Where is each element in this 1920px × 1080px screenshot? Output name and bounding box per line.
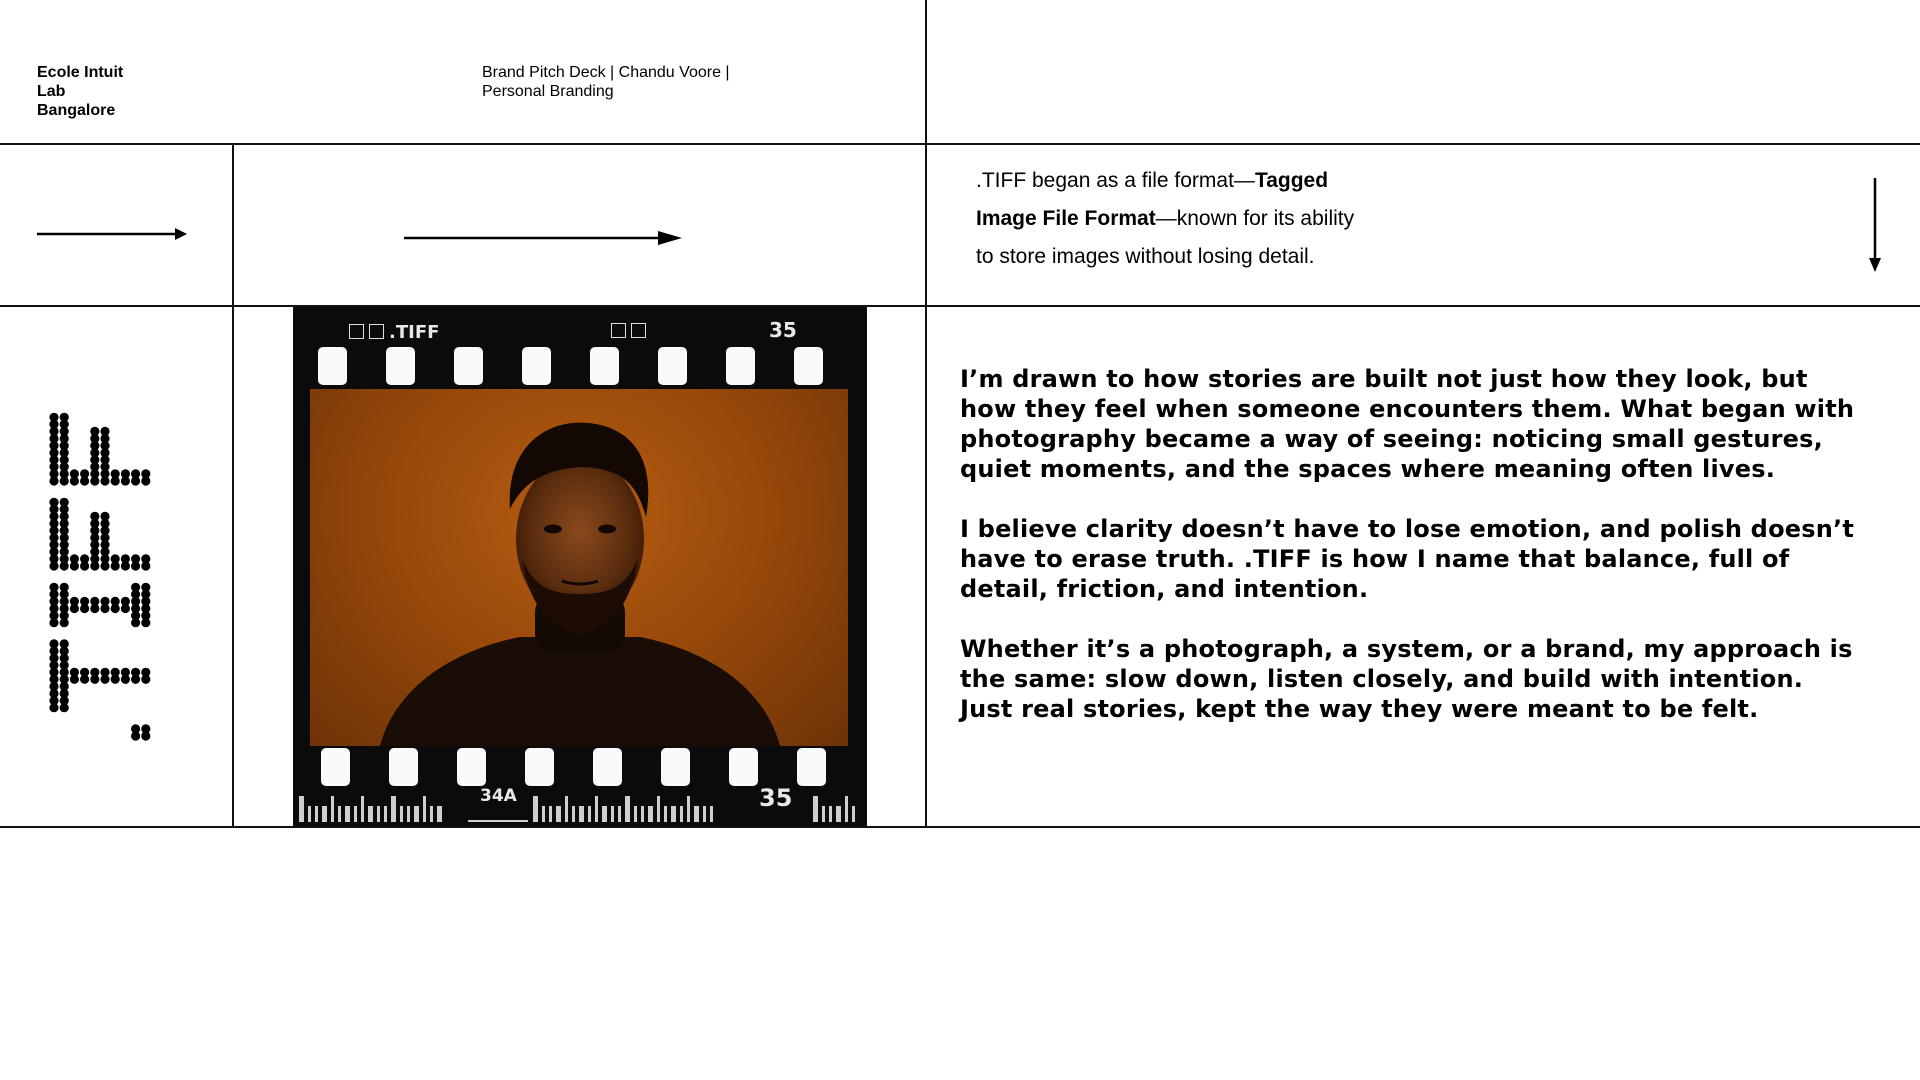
film-edge-bar [345,806,350,822]
intro-text [976,162,1354,276]
film-edge-bar [852,806,855,822]
dot-matrix-dot [49,639,58,648]
intro-text-bold: Image File Format [976,207,1156,230]
body-paragraph: Whether it’s a photograph, a system, or a brand, my approach is the same: slow down, listen closely, and build with intention. Just real stories, kept the way they were meant to be felt. [960,635,1853,723]
organization-name [37,63,123,120]
dot-matrix-dot [100,427,109,436]
film-sprocket-hole [454,347,483,385]
dot-matrix-dot [90,427,99,436]
dot-matrix-dot [49,413,58,422]
dot-matrix-dot [111,668,120,677]
dot-matrix-dot [111,597,120,606]
dot-matrix-dot [141,668,150,677]
portrait-photo [310,389,848,746]
dot-matrix-dot [131,469,140,478]
tiff-dot-matrix-logo [48,396,158,751]
dot-matrix-dot [90,668,99,677]
org-line: Lab [37,83,66,100]
film-edge-bar [579,806,584,822]
deck-title-line: Personal Branding [482,83,614,100]
film-edge-bar [565,796,568,822]
dot-matrix-dot [49,583,58,592]
film-sprocket-hole [593,748,622,786]
dot-matrix-dot [141,469,150,478]
film-edge-bar [542,806,545,822]
grid-line-center [925,0,927,827]
film-frame [293,307,867,826]
film-edge-bar [338,806,341,822]
film-edge-bar [368,806,373,822]
film-edge-bar [384,806,387,822]
org-line: Bangalore [37,102,116,119]
film-edge-bar [641,806,644,822]
grid-line-top [0,143,1920,145]
intro-text-bold: Tagged [1254,169,1329,192]
film-edge-code [293,782,867,826]
dot-matrix-dot [100,668,109,677]
dot-matrix-dot [60,639,69,648]
film-sprocket-hole [794,347,823,385]
film-edge-bar [618,806,621,822]
film-edge-bar [648,806,653,822]
film-edge-bar [822,806,825,822]
body-paragraph: I believe clarity doesn’t have to lose emotion, and polish doesn’t have to erase truth. .TIFF is how I name that balance, full of detail, friction, and intention. [960,515,1854,603]
dot-matrix-dot [141,583,150,592]
org-line: Ecole Intuit [37,64,124,81]
film-edge-bar [549,806,552,822]
film-sprocket-hole [797,748,826,786]
dot-matrix-dot [70,668,79,677]
intro-line [976,238,1354,276]
intro-line [976,162,1354,200]
arrow-right-icon [404,230,682,246]
film-marker-box [611,323,626,338]
dot-matrix-dot [131,583,140,592]
dot-matrix-dot [131,724,140,733]
film-sprocket-hole [321,748,350,786]
dot-matrix-dot [131,554,140,563]
dot-matrix-dot [121,668,130,677]
film-edge-bar [710,806,713,822]
dot-matrix-dot [70,469,79,478]
film-edge-bar [588,806,591,822]
film-sprocket-hole [386,347,415,385]
film-edge-bar [680,806,683,822]
film-edge-bar [354,806,357,822]
film-marker-box [369,324,384,339]
film-edge-bar [694,806,699,822]
arrow-down-icon [1868,178,1882,272]
film-edge-bar [407,806,410,822]
arrow-right-icon [37,227,187,241]
film-edge-bar [671,806,676,822]
deck-title [482,63,730,101]
dot-matrix-dot [60,413,69,422]
grid-line-bottom [0,826,1920,828]
film-edge-bar [322,806,327,822]
film-edge-bar [611,806,614,822]
dot-matrix-dot [60,498,69,507]
grid-line-left [232,143,234,827]
film-sprocket-hole [726,347,755,385]
dot-matrix-dot [100,597,109,606]
film-edge-frame-number: 35 [759,784,793,812]
body-paragraph: I’m drawn to how stories are built not just how they look, but how they feel when someone encounters them. What began with photography became a way of seeing: noticing small gestures, quiet moments, and the spaces where meaning often lives. [960,365,1855,483]
film-marker-box [631,323,646,338]
intro-text-regular: —known for its ability [1155,207,1355,230]
dot-matrix-dot [121,469,130,478]
dot-matrix-dot [70,554,79,563]
film-edge-bar [361,796,364,822]
film-edge-bar [556,806,561,822]
film-edge-bar [437,806,442,822]
dot-matrix-dot [111,469,120,478]
film-edge-bar [845,796,848,822]
film-edge-bar [595,796,598,822]
film-edge-bar [400,806,403,822]
dot-matrix-dot [90,597,99,606]
film-sprocket-hole [661,748,690,786]
film-edge-bar [315,806,318,822]
film-edge-bar [572,806,575,822]
dot-matrix-dot [141,724,150,733]
dot-matrix-dot [141,554,150,563]
film-edge-bar [377,806,380,822]
dot-matrix-dot [49,498,58,507]
intro-line [976,200,1354,238]
film-edge-bar [664,806,667,822]
film-edge-bar [813,796,818,822]
film-sprocket-hole [389,748,418,786]
film-edge-bar [703,806,706,822]
film-edge-bar [687,796,690,822]
dot-matrix-dot [80,469,89,478]
dot-matrix-dot [100,512,109,521]
film-edge-bar [299,796,304,822]
film-sprocket-hole [457,748,486,786]
film-edge-bar [625,796,630,822]
film-edge-bar [634,806,637,822]
grid-line-middle [0,305,1920,307]
dot-matrix-dot [131,668,140,677]
dot-matrix-dot [90,512,99,521]
dot-matrix-dot [80,597,89,606]
film-edge-bar [331,796,334,822]
film-sprocket-hole [318,347,347,385]
film-edge-bar [829,806,832,822]
film-marker-box [349,324,364,339]
film-sprocket-hole [525,748,554,786]
dot-matrix-dot [111,554,120,563]
dot-matrix-dot [70,597,79,606]
film-edge-bar [414,806,419,822]
film-top-label: .TIFF [389,322,440,343]
film-sprocket-hole [590,347,619,385]
dot-matrix-dot [60,583,69,592]
film-sprocket-hole [658,347,687,385]
film-edge-bar [308,806,311,822]
intro-text-regular: .TIFF began as a file format— [976,169,1255,192]
intro-text-regular: to store images without losing detail. [976,245,1315,268]
deck-title-line: Brand Pitch Deck | Chandu Voore | [482,64,730,81]
dot-matrix-dot [80,668,89,677]
film-edge-bar [533,796,538,822]
film-sprocket-hole [729,748,758,786]
film-edge-bar [602,806,607,822]
film-edge-bar [430,806,433,822]
film-edge-bar [423,796,426,822]
film-edge-bar [391,796,396,822]
dot-matrix-dot [121,554,130,563]
film-edge-bar [657,796,660,822]
film-sprocket-hole [522,347,551,385]
dot-matrix-dot [121,597,130,606]
dot-matrix-dot [80,554,89,563]
about-body-copy [960,364,1860,754]
film-edge-bar [836,806,841,822]
film-frame-number: 35 [769,318,797,342]
film-edge-number: 34A [480,786,517,806]
